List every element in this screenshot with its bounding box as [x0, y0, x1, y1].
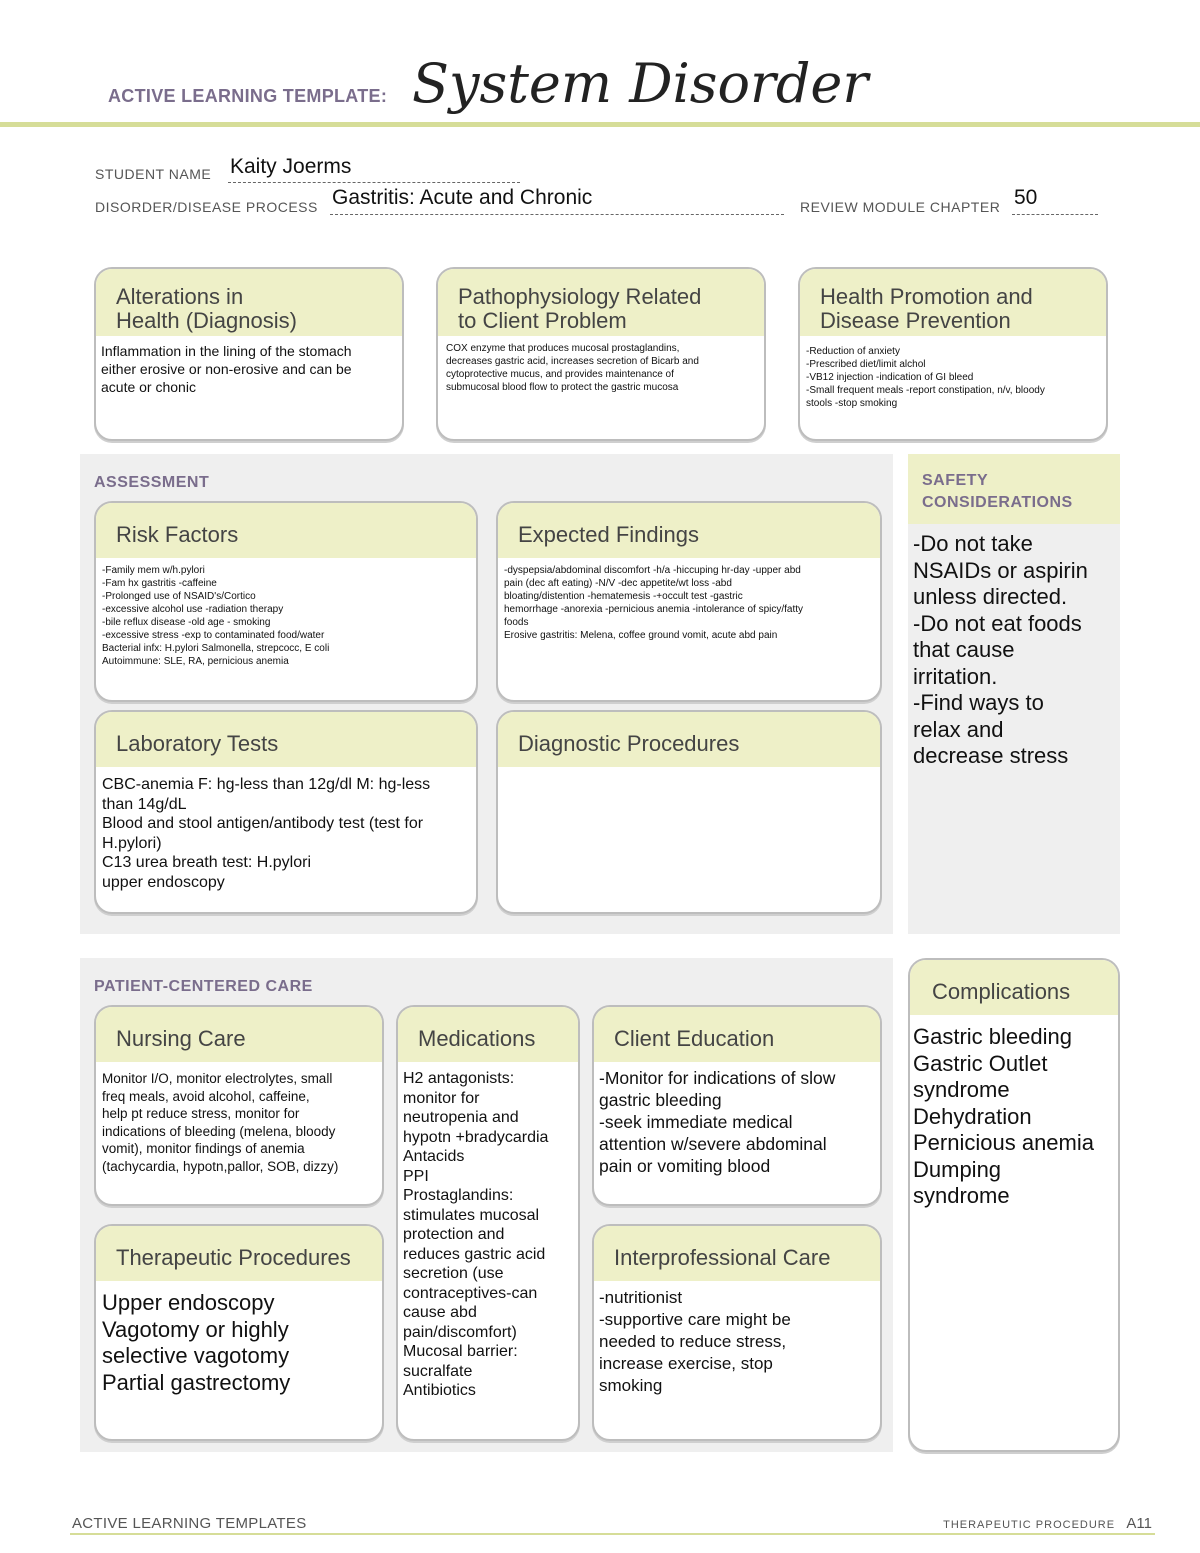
- safety-header: [908, 454, 1120, 524]
- lab-tests-card: [94, 710, 478, 914]
- pathophysiology-header: [438, 269, 764, 336]
- chapter-field[interactable]: [1012, 186, 1098, 215]
- safety-line: -Do not eat foods: [913, 610, 1082, 636]
- medication-line: Antacids: [403, 1148, 465, 1165]
- page-title: System Disorder: [412, 52, 869, 115]
- safety-line: decrease stress: [913, 743, 1069, 768]
- medication-line: hypotn +bradycardia: [403, 1128, 549, 1146]
- safety-line: -Find ways to: [913, 690, 1044, 715]
- interprofessional-care-line: smoking: [599, 1376, 663, 1395]
- risk-factor-line: -excessive stress -exp to contaminated food/water: [102, 630, 325, 641]
- risk-factors-card: [94, 501, 478, 702]
- health-promotion-line: -Prescribed diet/limit alchol: [806, 359, 926, 370]
- complication-line: Gastric Outlet: [913, 1050, 1048, 1076]
- interprofessional-care-header: Interprofessional Care: [594, 1226, 880, 1281]
- health-promotion-line: stools -stop smoking: [806, 398, 898, 409]
- complication-line: Pernicious anemia: [913, 1130, 1094, 1155]
- patient-care-title: PATIENT-CENTERED CARE: [94, 978, 313, 995]
- nursing-care-line: (tachycardia, hypotn,pallor, SOB, dizzy): [102, 1158, 339, 1174]
- medication-line: Prostaglandins:: [403, 1187, 514, 1204]
- medication-line: secretion (use: [403, 1265, 504, 1282]
- client-education-line: gastric bleeding: [599, 1090, 722, 1110]
- assessment-title: ASSESSMENT: [94, 474, 210, 491]
- medication-line: pain/discomfort): [403, 1323, 517, 1341]
- health-promotion-line: -Reduction of anxiety: [806, 346, 900, 357]
- interprofessional-care-line: -nutritionist: [599, 1288, 683, 1307]
- header-divider: [0, 122, 1200, 127]
- client-education-line: attention w/severe abdominal: [599, 1134, 827, 1154]
- expected-finding-line: -dyspepsia/abdominal discomfort -h/a -hiccuping hr-day -upper abd: [504, 565, 801, 576]
- medication-line: contraceptives-can: [403, 1284, 538, 1302]
- student-name-field[interactable]: [228, 155, 520, 183]
- pathophysiology-line: COX enzyme that produces mucosal prostaglandins,: [446, 343, 680, 354]
- alterations-header: [96, 269, 402, 336]
- therapeutic-procedures-card: [94, 1224, 384, 1441]
- client-education-card: [592, 1005, 882, 1206]
- risk-factor-line: -Fam hx gastritis -caffeine: [102, 578, 217, 589]
- safety-line: irritation.: [913, 663, 998, 689]
- therapeutic-procedure-line: Upper endoscopy: [102, 1290, 275, 1315]
- student-name-value: Kaity Joerms: [230, 155, 352, 178]
- complication-line: Dehydration: [913, 1103, 1032, 1129]
- expected-finding-line: pain (dec aft eating) -N/V -dec appetite/wt loss -abd: [504, 578, 732, 589]
- medication-line: PPI: [403, 1167, 429, 1185]
- nursing-care-line: Monitor I/O, monitor electrolytes, small: [102, 1071, 333, 1086]
- alterations-line: Inflammation in the lining of the stomach: [101, 343, 352, 359]
- nursing-care-line: vomit), monitor findings of anemia: [102, 1141, 305, 1157]
- risk-factor-line: -Prolonged use of NSAID's/Cortico: [102, 591, 256, 602]
- lab-test-line: C13 urea breath test: H.pylori: [102, 854, 311, 871]
- disorder-label: DISORDER/DISEASE PROCESS: [95, 199, 318, 215]
- risk-factor-line: -bile reflux disease -old age - smoking: [102, 617, 271, 628]
- expected-findings-card: [496, 501, 882, 702]
- medication-line: neutropenia and: [403, 1109, 519, 1126]
- student-name-label: STUDENT NAME: [95, 166, 212, 182]
- footer-left: ACTIVE LEARNING TEMPLATES: [72, 1515, 307, 1532]
- lab-test-line: than 14g/dL: [102, 795, 187, 813]
- pathophysiology-line: decreases gastric acid, increases secretion of Bicarb and: [446, 356, 699, 367]
- interprofessional-care-line: -supportive care might be: [599, 1310, 791, 1329]
- complications-card: [908, 958, 1120, 1452]
- medication-line: sucralfate: [403, 1362, 473, 1380]
- footer-section-label: THERAPEUTIC PROCEDURE: [943, 1519, 1116, 1531]
- interprofessional-care-card: [592, 1224, 882, 1441]
- footer-divider: [70, 1533, 1155, 1535]
- template-label: ACTIVE LEARNING TEMPLATE:: [108, 86, 388, 106]
- nursing-care-line: freq meals, avoid alcohol, caffeine,: [102, 1088, 310, 1104]
- medication-line: monitor for: [403, 1089, 480, 1107]
- complication-line: syndrome: [913, 1183, 1010, 1208]
- health-promotion-title-1: Health Promotion and: [820, 284, 1033, 309]
- lab-tests-header: Laboratory Tests: [96, 712, 476, 767]
- medication-line: protection and: [403, 1226, 505, 1243]
- lab-test-line: Blood and stool antigen/antibody test (test for: [102, 815, 424, 832]
- safety-line: relax and: [913, 716, 1004, 742]
- complication-line: syndrome: [913, 1077, 1010, 1102]
- pathophysiology-title-2: to Client Problem: [458, 308, 627, 333]
- alterations-title-1: Alterations in: [116, 284, 244, 309]
- nursing-care-line: indications of bleeding (melena, bloody: [102, 1123, 336, 1139]
- interprofessional-care-line: increase exercise, stop: [599, 1354, 773, 1373]
- risk-factor-line: -Family mem w/h.pylori: [102, 565, 205, 576]
- disorder-field[interactable]: [330, 186, 784, 215]
- client-education-header: Client Education: [594, 1007, 880, 1062]
- alterations-line: acute or chonic: [101, 379, 196, 395]
- expected-finding-line: hemorrhage -anorexia -pernicious anemia -intolerance of spicy/fatty: [504, 604, 804, 615]
- safety-title-2: CONSIDERATIONS: [922, 494, 1073, 511]
- diagnostic-procedures-header: Diagnostic Procedures: [498, 712, 880, 767]
- footer-right: [943, 1515, 1152, 1532]
- risk-factor-line: -excessive alcohol use -radiation therapy: [102, 604, 284, 615]
- complication-line: Dumping: [913, 1156, 1002, 1182]
- expected-finding-line: foods: [504, 617, 529, 628]
- risk-factors-header: Risk Factors: [96, 503, 476, 558]
- footer-page-number: A11: [1126, 1515, 1152, 1532]
- alterations-line: either erosive or non-erosive and can be: [101, 361, 352, 377]
- client-education-line: -Monitor for indications of slow: [599, 1068, 836, 1088]
- expected-finding-line: bloating/distention -hematemesis -+occult test -gastric: [504, 591, 743, 602]
- medication-line: reduces gastric acid: [403, 1245, 546, 1263]
- pathophysiology-line: cytoprotective mucus, and provides maintenance of: [446, 369, 674, 380]
- risk-factor-line: Autoimmune: SLE, RA, pernicious anemia: [102, 656, 289, 667]
- therapeutic-procedure-line: Partial gastrectomy: [102, 1369, 291, 1395]
- chapter-value: 50: [1014, 186, 1038, 209]
- complications-header: Complications: [910, 960, 1118, 1015]
- therapeutic-procedures-header: Therapeutic Procedures: [96, 1226, 382, 1281]
- health-promotion-line: -VB12 injection -indication of GI bleed: [806, 372, 974, 383]
- therapeutic-procedure-line: selective vagotomy: [102, 1343, 290, 1368]
- safety-title-1: SAFETY: [922, 472, 989, 489]
- medications-header: Medications: [398, 1007, 578, 1062]
- expected-findings-header: Expected Findings: [498, 503, 880, 558]
- alterations-title-2: Health (Diagnosis): [116, 308, 297, 333]
- safety-line: unless directed.: [913, 584, 1068, 609]
- health-promotion-card: [798, 267, 1108, 441]
- diagnostic-procedures-body: [498, 767, 880, 779]
- expected-finding-line: Erosive gastritis: Melena, coffee ground vomit, acute abd pain: [504, 630, 778, 641]
- client-education-line: -seek immediate medical: [599, 1112, 793, 1132]
- lab-test-line: upper endoscopy: [102, 873, 225, 891]
- therapeutic-procedure-line: Vagotomy or highly: [102, 1316, 289, 1342]
- lab-test-line: H.pylori): [102, 834, 162, 852]
- diagnostic-procedures-card: [496, 710, 882, 914]
- pathophysiology-line: submucosal blood flow to protect the gastric mucosa: [446, 382, 679, 393]
- medication-line: cause abd: [403, 1304, 477, 1321]
- chapter-label: REVIEW MODULE CHAPTER: [800, 199, 1001, 215]
- medication-line: Mucosal barrier:: [403, 1343, 518, 1360]
- nursing-care-card: [94, 1005, 384, 1206]
- client-education-line: pain or vomiting blood: [599, 1156, 771, 1176]
- medication-line: Antibiotics: [403, 1382, 476, 1399]
- disorder-value: Gastritis: Acute and Chronic: [332, 186, 593, 209]
- safety-line: that cause: [913, 637, 1015, 662]
- interprofessional-care-line: needed to reduce stress,: [599, 1332, 787, 1351]
- nursing-care-header: Nursing Care: [96, 1007, 382, 1062]
- safety-line: NSAIDs or aspirin: [913, 557, 1088, 583]
- medication-line: stimulates mucosal: [403, 1206, 540, 1224]
- safety-line: -Do not take: [913, 531, 1033, 556]
- alterations-card: [94, 267, 404, 441]
- pathophysiology-title-1: Pathophysiology Related: [458, 284, 702, 309]
- lab-test-line: CBC-anemia F: hg-less than 12g/dl M: hg-less: [102, 776, 431, 793]
- health-promotion-title-2: Disease Prevention: [820, 308, 1011, 333]
- health-promotion-line: -Small frequent meals -report constipation, n/v, bloody: [806, 385, 1045, 396]
- safety-body: [913, 531, 1118, 770]
- health-promotion-header: [800, 269, 1106, 336]
- medications-card: [396, 1005, 580, 1441]
- risk-factor-line: Bacterial infx: H.pylori Salmonella, strepcocc, E coli: [102, 643, 330, 654]
- complication-line: Gastric bleeding: [913, 1024, 1072, 1049]
- pathophysiology-card: [436, 267, 766, 441]
- medication-line: H2 antagonists:: [403, 1070, 515, 1087]
- nursing-care-line: help pt reduce stress, monitor for: [102, 1106, 300, 1122]
